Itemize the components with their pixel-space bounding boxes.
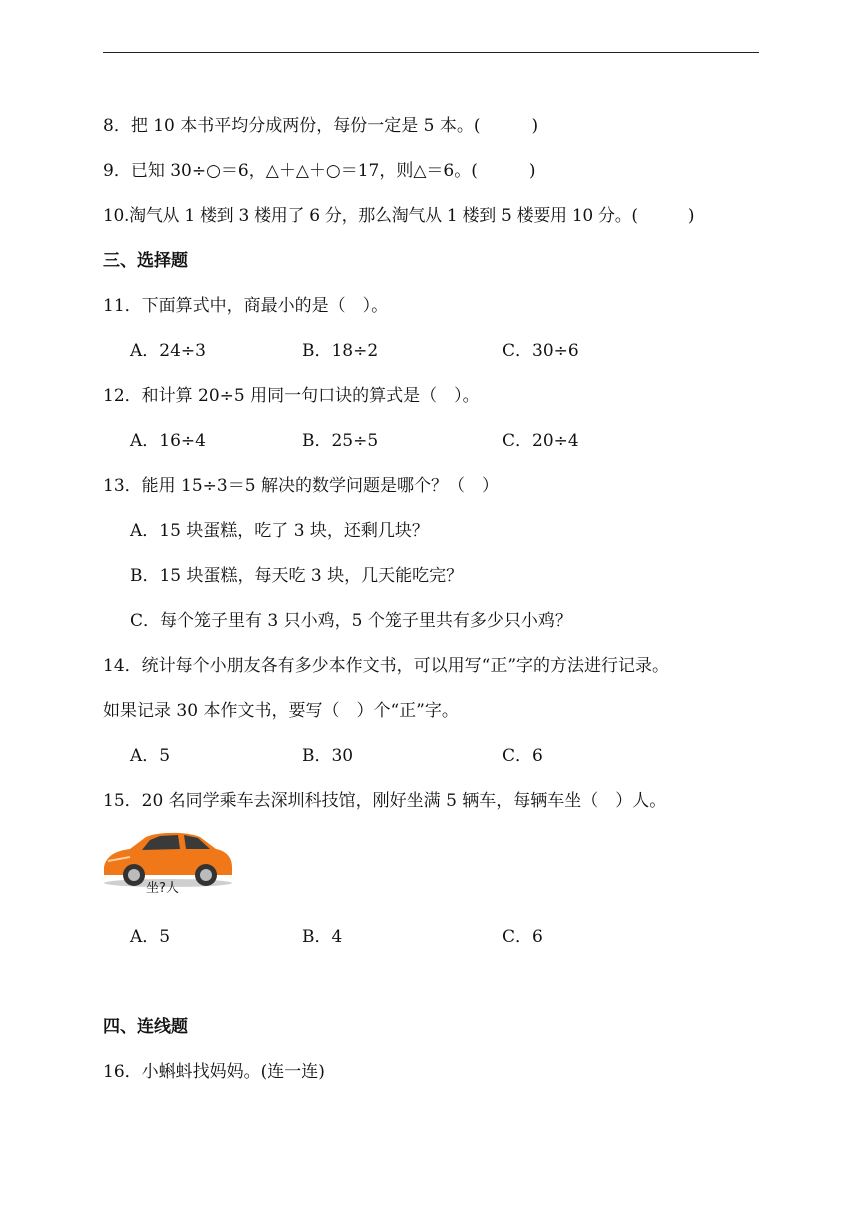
question-11-option-c: C．30÷6: [502, 341, 579, 361]
question-12-option-b: B．25÷5: [302, 431, 379, 451]
question-15-option-c: C．6: [502, 927, 543, 947]
question-15-stem: 15．20 名同学乘车去深圳科技馆，刚好坐满 5 辆车，每辆车坐（ ）人。: [103, 791, 667, 811]
question-10: 10.淘气从 1 楼到 3 楼用了 6 分，那么淘气从 1 楼到 5 楼要用 10 分。( ): [103, 206, 695, 226]
question-12-option-a: A．16÷4: [130, 431, 206, 451]
section-3-title: 三、选择题: [103, 251, 188, 271]
car-illustration: [100, 823, 236, 901]
question-14-stem-line2: 如果记录 30 本作文书，要写（ ）个“正”字。: [103, 701, 459, 721]
question-12-stem: 12．和计算 20÷5 用同一句口诀的算式是（ ）。: [103, 386, 480, 406]
question-13-option-a: A．15 块蛋糕，吃了 3 块，还剩几块？: [130, 521, 429, 541]
question-12-option-c: C．20÷4: [502, 431, 579, 451]
question-8: 8．把 10 本书平均分成两份，每份一定是 5 本。( ): [103, 116, 539, 136]
question-15-option-a: A．5: [130, 927, 171, 947]
question-14-stem-line1: 14．统计每个小朋友各有多少本作文书，可以用写“正”字的方法进行记录。: [103, 656, 670, 676]
question-11-option-b: B．18÷2: [302, 341, 379, 361]
question-13-stem: 13．能用 15÷3＝5 解决的数学问题是哪个？（ ）: [103, 476, 499, 496]
question-11-option-a: A．24÷3: [130, 341, 206, 361]
question-14-option-b: B．30: [302, 746, 354, 766]
question-9: 9．已知 30÷○＝6，△＋△＋○＝17，则△＝6。( ): [103, 161, 536, 181]
question-15-option-b: B．4: [302, 927, 343, 947]
header-rule: [103, 52, 759, 53]
section-4-title: 四、连线题: [103, 1017, 188, 1037]
car-caption: 坐?人: [146, 881, 179, 896]
question-11-stem: 11．下面算式中，商最小的是（ ）。: [103, 296, 389, 316]
question-13-option-c: C．每个笼子里有 3 只小鸡，5 个笼子里共有多少只小鸡？: [130, 611, 572, 631]
question-14-option-c: C．6: [502, 746, 543, 766]
question-16-stem: 16．小蝌蚪找妈妈。(连一连): [103, 1062, 325, 1082]
question-13-option-b: B．15 块蛋糕，每天吃 3 块，几天能吃完？: [130, 566, 464, 586]
question-14-option-a: A．5: [130, 746, 171, 766]
